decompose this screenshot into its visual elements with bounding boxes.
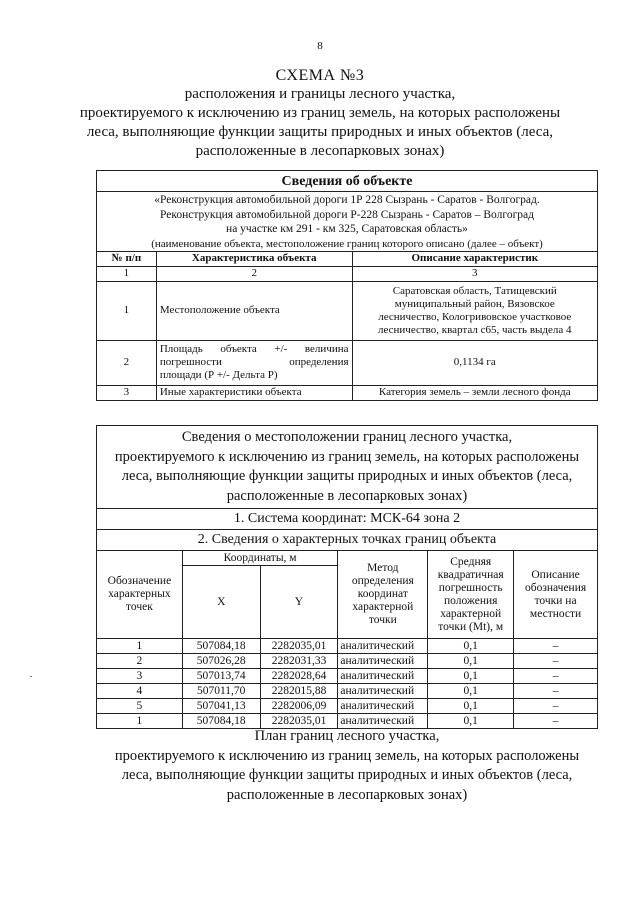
point-method-cell: аналитический xyxy=(338,699,428,714)
scheme-heading xyxy=(60,66,580,161)
method-line-4: характерной xyxy=(352,601,414,613)
col-y-header: Y xyxy=(260,566,338,639)
table-row xyxy=(97,340,598,385)
designation-line-3: точек xyxy=(126,601,153,613)
table-row xyxy=(97,385,598,400)
point-desc-cell: – xyxy=(514,684,598,699)
point-y-cell: 2282035,01 xyxy=(260,639,338,654)
col-x-header: X xyxy=(182,566,260,639)
object-name-line-3: на участке км 291 - км 325, Саратовская область» xyxy=(226,223,468,235)
row-number: 3 xyxy=(97,385,157,400)
plan-line-2: проектируемого к исключению из границ земель, на которых расположены xyxy=(114,747,580,764)
page-number: 8 xyxy=(317,40,323,52)
point-y-cell: 2282035,01 xyxy=(260,714,338,729)
point-y-cell: 2282015,88 xyxy=(260,684,338,699)
object-name-line-2: Реконструкция автомобильной дороги Р-228 Сызрань - Саратов – Волгоград xyxy=(159,208,534,221)
col-error-header xyxy=(428,551,514,639)
error-line-1: Средняя xyxy=(450,555,492,568)
error-line-6: точки (Mt), м xyxy=(438,620,504,633)
point-y-cell: 2282028,64 xyxy=(260,669,338,684)
point-desc-cell: – xyxy=(514,639,598,654)
point-method-cell: аналитический xyxy=(338,714,428,729)
points-body xyxy=(97,639,598,729)
plan-line-3: леса, выполняющие функции защиты природных и иных объектов (леса, xyxy=(121,767,573,783)
row-characteristic: Иные характеристики объекта xyxy=(156,385,352,400)
point-x-cell: 507011,70 xyxy=(182,684,260,699)
col-characteristic-header: Характеристика объекта xyxy=(156,251,352,266)
boundaries-header-line-1: Сведения о местоположении границ лесного участка, xyxy=(181,429,513,445)
point-method-cell: аналитический xyxy=(338,639,428,654)
point-y-cell: 2282006,09 xyxy=(260,699,338,714)
point-id-cell: 4 xyxy=(97,684,183,699)
method-line-3: координат xyxy=(357,588,408,600)
scheme-subtitle-line-2: проектируемого к исключению из границ земель, на которых расположены xyxy=(79,105,561,121)
scheme-subtitle-line-1: расположения и границы лесного участка, xyxy=(184,86,456,102)
object-name-note: (наименование объекта, местоположение границ которого описано (далее – объект) xyxy=(97,238,598,252)
table-row xyxy=(97,699,598,714)
table-row xyxy=(97,684,598,699)
points-section-title: 2. Сведения о характерных точках границ объекта xyxy=(97,530,598,551)
error-line-2: квадратичная xyxy=(437,568,504,581)
plan-line-4: расположенные в лесопарковых зонах) xyxy=(226,786,468,803)
col-coords-header: Координаты, м xyxy=(182,551,338,566)
method-line-2: определения xyxy=(351,575,414,587)
point-desc-cell: – xyxy=(514,699,598,714)
point-error-cell: 0,1 xyxy=(428,654,514,669)
point-error-cell: 0,1 xyxy=(428,639,514,654)
col-index-3: 3 xyxy=(352,266,597,281)
desc-line-3: точки на xyxy=(534,594,577,607)
col-index-2: 2 xyxy=(156,266,352,281)
object-info-column-index xyxy=(97,266,598,281)
point-desc-cell: – xyxy=(514,714,598,729)
table-row xyxy=(97,281,598,340)
row-characteristic xyxy=(156,340,352,385)
row-description xyxy=(352,281,597,340)
location-line-2: муниципальный район, Вязовское xyxy=(394,297,555,310)
desc-line-1: Описание xyxy=(531,568,580,581)
method-line-1: Метод xyxy=(367,562,399,574)
col-description-header: Описание характеристик xyxy=(352,251,597,266)
row-description: 0,1134 га xyxy=(352,340,597,385)
col-method-header xyxy=(338,551,428,639)
coordinate-system: 1. Система координат: МСК-64 зона 2 xyxy=(97,509,598,530)
desc-line-2: обозначения xyxy=(524,581,587,594)
col-designation-header xyxy=(97,551,183,639)
object-name-line-1: «Реконструкция автомобильной дороги 1Р 228 Сызрань - Саратов - Волгоград. xyxy=(154,194,540,206)
point-desc-cell: – xyxy=(514,669,598,684)
boundaries-header-line-2: проектируемого к исключению из границ земель, на которых расположены xyxy=(114,448,580,465)
point-error-cell: 0,1 xyxy=(428,714,514,729)
error-line-3: погрешность xyxy=(438,581,503,594)
point-desc-cell: – xyxy=(514,654,598,669)
point-error-cell: 0,1 xyxy=(428,699,514,714)
point-x-cell: 507013,74 xyxy=(182,669,260,684)
area-line-1: Площадь объекта +/- величина xyxy=(159,343,349,355)
area-line-2: погрешности определения xyxy=(159,356,349,368)
row-characteristic: Местоположение объекта xyxy=(156,281,352,340)
point-y-cell: 2282031,33 xyxy=(260,654,338,669)
boundaries-header-line-3: леса, выполняющие функции защиты природных и иных объектов (леса, xyxy=(121,468,573,484)
location-line-4: лесничество, квартал с65, часть выдела 4 xyxy=(377,323,572,336)
boundaries-header-line-4: расположенные в лесопарковых зонах) xyxy=(226,487,468,504)
plan-line-1: План границ лесного участка, xyxy=(254,728,440,744)
location-line-3: лесничество, Кологривовское участковое xyxy=(378,310,572,323)
designation-line-1: Обозначение xyxy=(107,575,172,587)
point-x-cell: 507026,28 xyxy=(182,654,260,669)
point-x-cell: 507084,18 xyxy=(182,639,260,654)
scheme-subtitle-line-3: леса, выполняющие функции защиты природных и иных объектов (леса, xyxy=(86,124,554,140)
boundaries-header xyxy=(97,426,598,509)
table-row xyxy=(97,669,598,684)
area-line-3: площади (Р +/- Дельта Р) xyxy=(159,369,278,381)
row-number: 2 xyxy=(97,340,157,385)
table-row xyxy=(97,654,598,669)
col-description-header xyxy=(514,551,598,639)
scheme-title: СХЕМА №3 xyxy=(275,67,365,84)
point-id-cell: 3 xyxy=(97,669,183,684)
object-name xyxy=(97,192,598,238)
table-row xyxy=(97,639,598,654)
col-number-header: № п/п xyxy=(97,251,157,266)
designation-line-2: характерных xyxy=(108,588,171,600)
point-x-cell: 507084,18 xyxy=(182,714,260,729)
point-error-cell: 0,1 xyxy=(428,669,514,684)
point-id-cell: 1 xyxy=(97,714,183,729)
object-info-column-headers xyxy=(97,251,598,266)
col-index-1: 1 xyxy=(97,266,157,281)
plan-heading xyxy=(96,727,598,805)
point-method-cell: аналитический xyxy=(338,654,428,669)
point-error-cell: 0,1 xyxy=(428,684,514,699)
scan-speck xyxy=(30,676,32,677)
scheme-subtitle-line-4: расположенные в лесопарковых зонах) xyxy=(195,143,445,159)
desc-line-4: местности xyxy=(529,607,582,620)
row-description: Категория земель – земли лесного фонда xyxy=(352,385,597,400)
error-line-4: положения xyxy=(443,594,498,607)
point-method-cell: аналитический xyxy=(338,684,428,699)
points-column-headers xyxy=(97,551,598,566)
row-number: 1 xyxy=(97,281,157,340)
object-info-header: Сведения об объекте xyxy=(97,171,598,192)
point-id-cell: 1 xyxy=(97,639,183,654)
point-id-cell: 5 xyxy=(97,699,183,714)
location-line-1: Саратовская область, Татищевский xyxy=(392,284,557,297)
point-x-cell: 507041,13 xyxy=(182,699,260,714)
error-line-5: характерной xyxy=(440,607,502,620)
object-info-table xyxy=(96,170,598,401)
boundary-points-table xyxy=(96,425,598,729)
point-method-cell: аналитический xyxy=(338,669,428,684)
point-id-cell: 2 xyxy=(97,654,183,669)
method-line-5: точки xyxy=(368,614,397,626)
